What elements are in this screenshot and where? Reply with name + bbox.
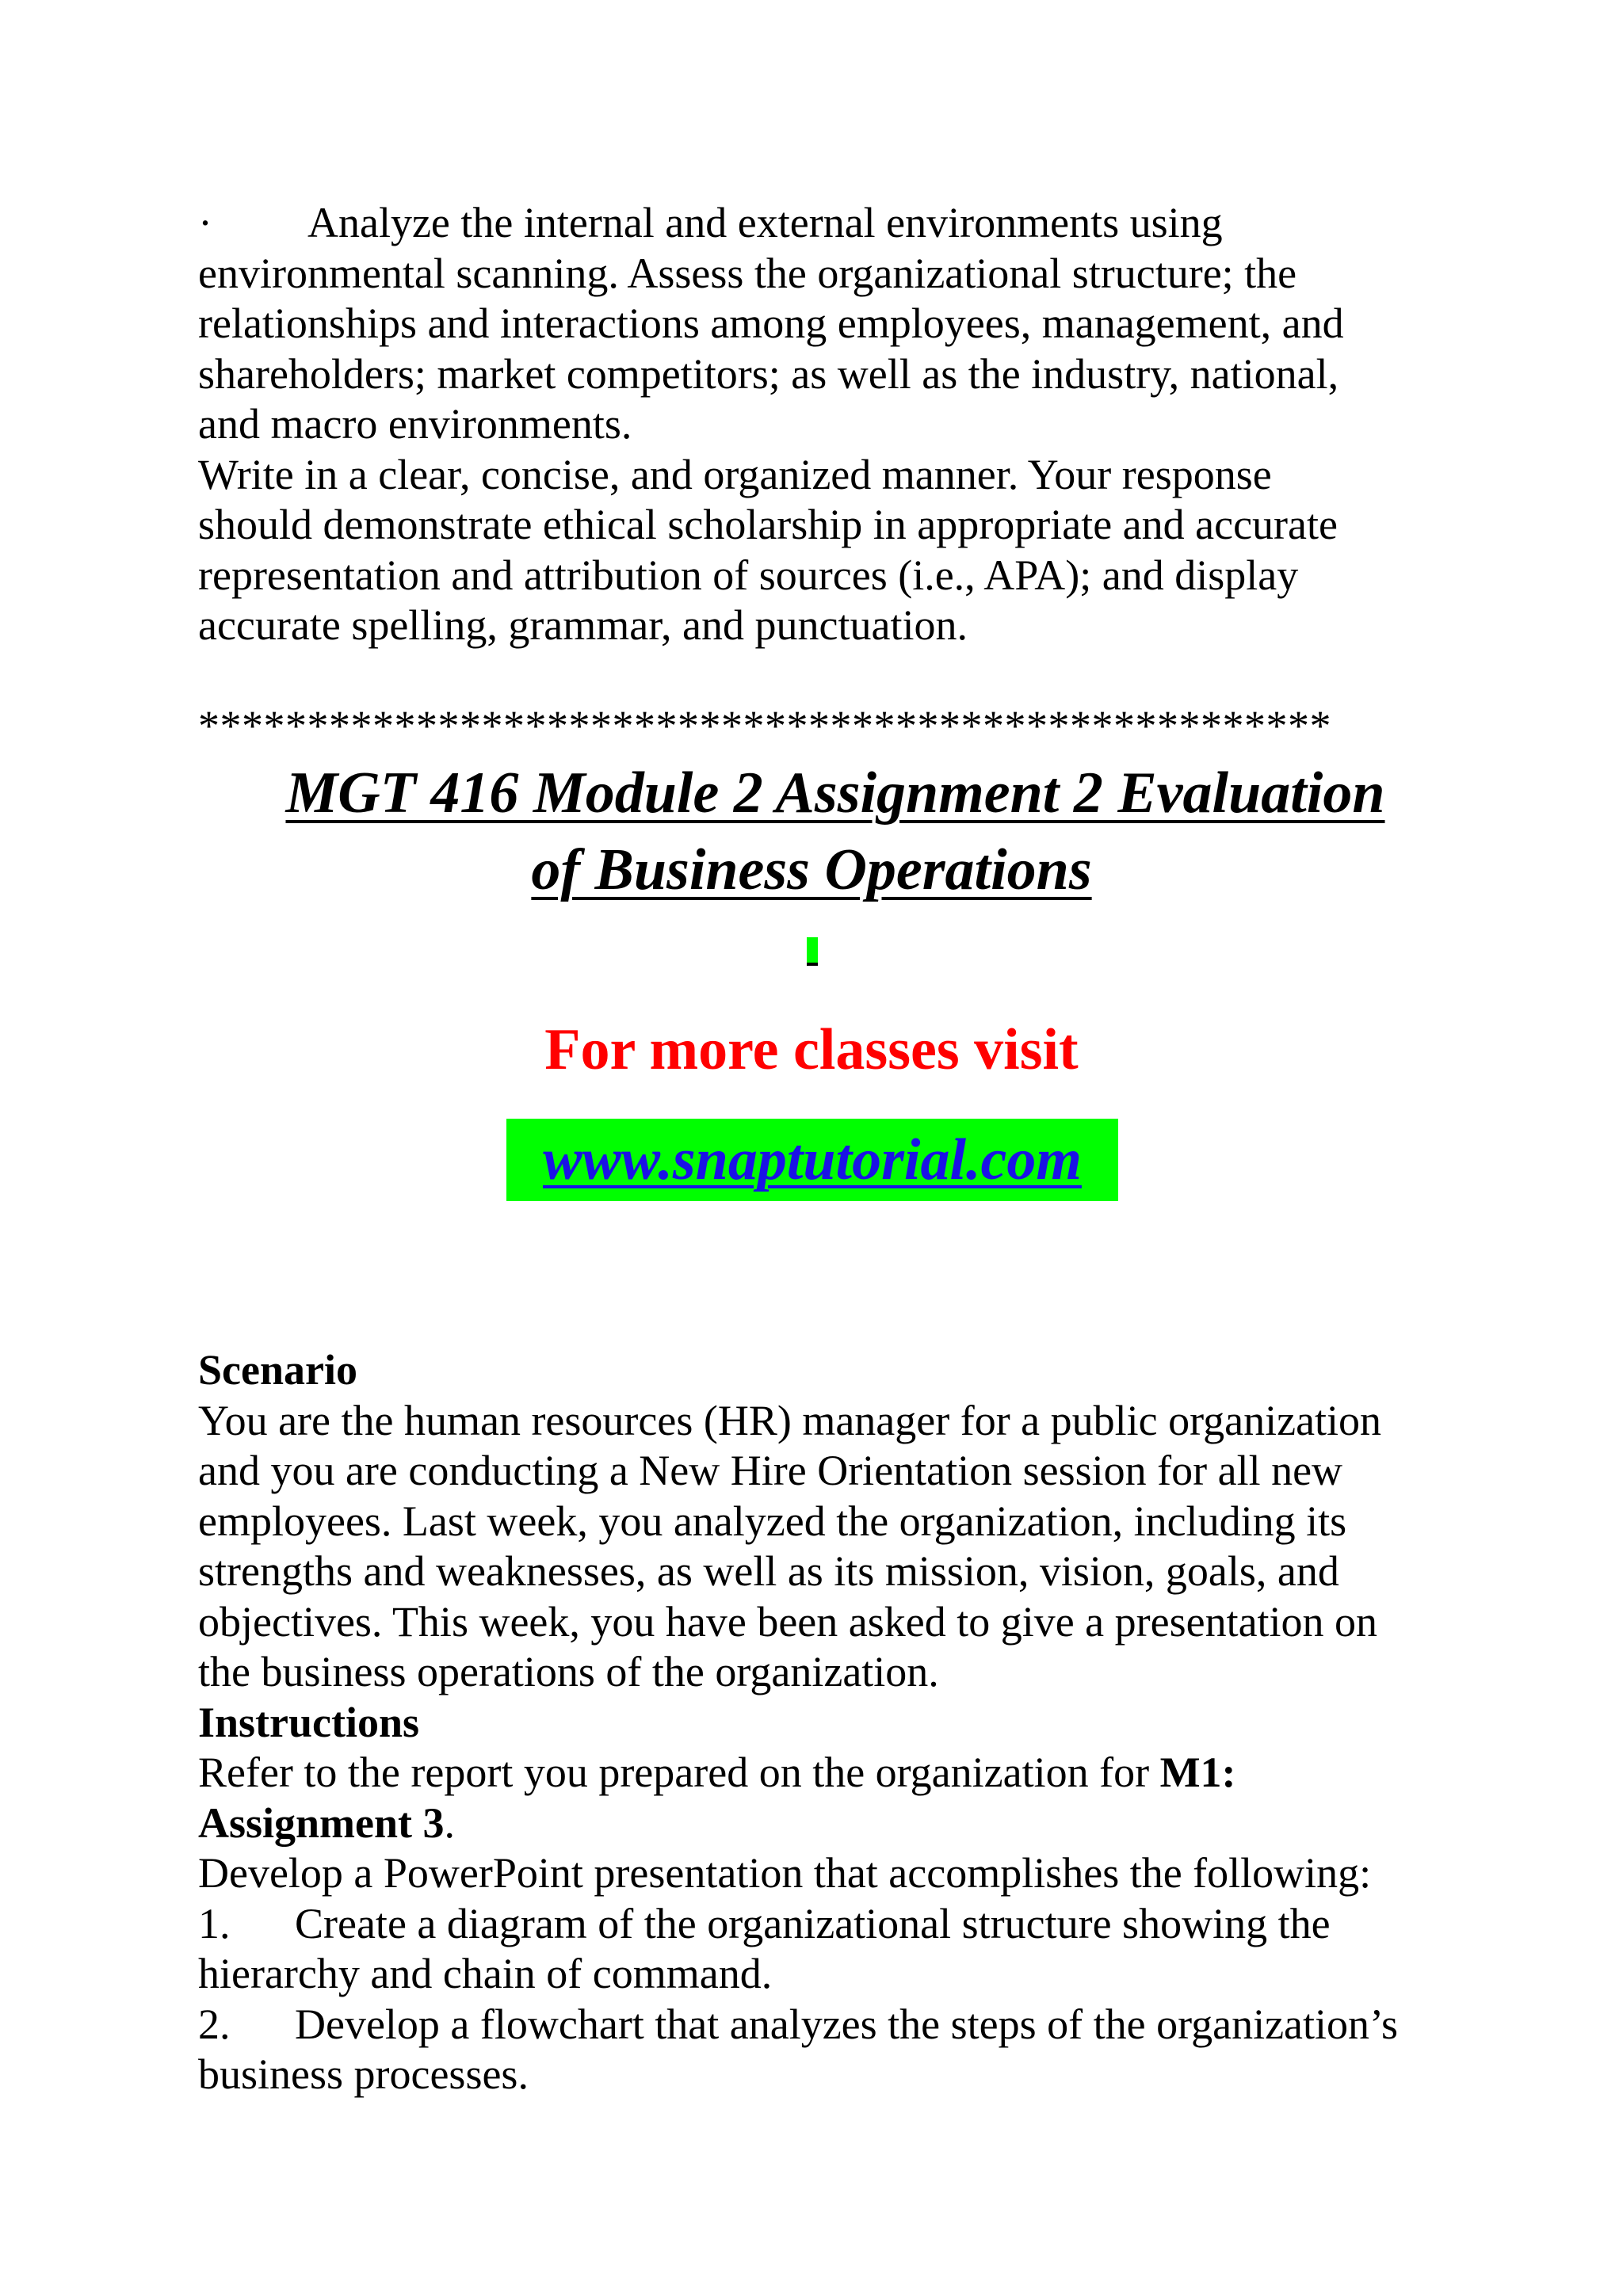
promo-visit-text: For more classes visit: [544, 1017, 1079, 1082]
scenario-line: You are the human resources (HR) manager for a public organization: [198, 1396, 1382, 1444]
list-item: [198, 2000, 1434, 2050]
refer-bold: M1:: [1159, 1749, 1236, 1796]
highlight-mark: [807, 937, 818, 966]
bullet-text: Analyze the internal and external environments using: [307, 199, 1223, 246]
refer-end: .: [444, 1798, 456, 1847]
scenario-line: objectives. This week, you have been asked to give a presentation on: [198, 1597, 1378, 1646]
promo-site-link[interactable]: [506, 1119, 1118, 1201]
develop-line: Develop a PowerPoint presentation that accomplishes the following:: [198, 1849, 1372, 1897]
bullet-text-line: environmental scanning. Assess the organizational structure; the: [198, 249, 1297, 297]
assignment-title-line-2: [0, 832, 1623, 908]
list-item-continuation: hierarchy and chain of command.: [198, 1950, 773, 1997]
instructions-heading: Instructions: [198, 1698, 420, 1746]
write-instruction-line: should demonstrate ethical scholarship in appropriate and accurate: [198, 501, 1338, 548]
separator-stars: ****************************************************: [198, 702, 1331, 749]
refer-line-2: [198, 1798, 1434, 1849]
list-item-number: 2.: [198, 2000, 231, 2048]
bullet-line: [198, 198, 1434, 249]
scenario-line: the business operations of the organization.: [198, 1648, 939, 1695]
list-item-text: Create a diagram of the organizational structure showing the: [295, 1899, 1331, 1947]
scenario-heading: Scenario: [198, 1346, 357, 1394]
scenario-line: and you are conducting a New Hire Orientation session for all new: [198, 1447, 1343, 1494]
bullet-text-line: and macro environments.: [198, 400, 632, 448]
list-item-continuation: business processes.: [198, 2050, 529, 2098]
write-instruction-line: Write in a clear, concise, and organized manner. Your response: [198, 450, 1272, 498]
scenario-line: employees. Last week, you analyzed the organization, including its: [198, 1497, 1347, 1545]
bullet-text-line: relationships and interactions among employees, management, and: [198, 299, 1344, 347]
refer-bold-2: Assignment 3: [198, 1798, 445, 1847]
intro-section: [198, 198, 1434, 651]
write-instruction-line: accurate spelling, grammar, and punctuation.: [198, 601, 968, 649]
refer-line: [198, 1748, 1434, 1798]
list-item-text: Develop a flowchart that analyzes the steps of the organization’s: [295, 2000, 1399, 2048]
body-section: [198, 1345, 1434, 2100]
refer-text: Refer to the report you prepared on the organization for: [198, 1749, 1160, 1796]
bullet-text-line: shareholders; market competitors; as well as the industry, national,: [198, 349, 1339, 398]
assignment-title-text: MGT 416 Module 2 Assignment 2 Evaluation: [285, 761, 1385, 826]
bullet-dot: ·: [198, 199, 212, 246]
assignment-title-line-1: [24, 755, 1623, 831]
assignment-title-text: of Business Operations: [531, 837, 1092, 902]
write-instruction-line: representation and attribution of sources (i.e., APA); and display: [198, 551, 1299, 599]
list-item: [198, 1899, 1434, 1950]
promo-site-text: www.snaptutorial.com: [543, 1127, 1082, 1192]
list-item-number: 1.: [198, 1899, 231, 1947]
scenario-line: strengths and weaknesses, as well as its mission, vision, goals, and: [198, 1547, 1339, 1595]
